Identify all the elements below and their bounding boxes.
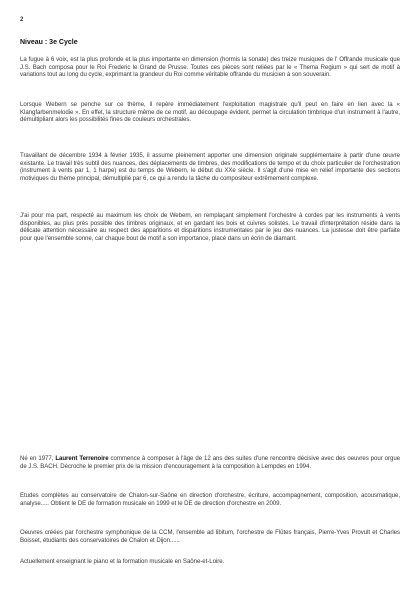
bio-intro-rest: commence à composer à l'âge de 12 ans des suites d'une rencontre décisive avec des oeuvres pour orgue de J.S. BACH. Décroche le premier prix de la mission d'encouragement à la composition à Lempdes en 1994. xyxy=(20,455,401,470)
bio-text-2 xyxy=(20,492,400,507)
bio-paragraph-works: Oeuvres créées par l'orchestre symphonique de la CCM, l'ensemble ad libitum, l'orchestre de Flûtes français, Pierre-Yves Provult et Charles Boisset, étudiants des conservatoires de Chalon et Dijon...... xyxy=(20,529,400,544)
level-heading: Niveau : 3e Cycle xyxy=(20,39,78,46)
body-text xyxy=(20,56,400,79)
paragraph-orchestration: J'ai pour ma part, respecté au maximum les choix de Webern, en remplaçant simplement l'orchestre à cordes par les instruments à vents disponibles, au plus près possible des timbres originaux, et en gardant les bois et cuivres solistes. Le travail d'interprétation réside dans la délicate attention nécessaire au respect des apparitions et disparitions instrumentales par le jeu des nuances. La justesse doit être parfaite pour que l'ensemble sonne, car chaque bout de motif a son importance, placé dans un écrin de diamant. xyxy=(20,212,400,242)
bio-paragraph-current: Actuellement enseignant le piano et la formation musicale en Saône-et-Loire. xyxy=(20,558,225,565)
body-text-2 xyxy=(20,101,400,124)
body-text-3 xyxy=(20,152,400,182)
bio-paragraph-birth xyxy=(20,455,400,470)
bio-intro: Né en 1977, xyxy=(20,455,56,462)
bio-text-3 xyxy=(20,529,400,544)
body-text-4 xyxy=(20,212,400,242)
bio-text-1 xyxy=(20,455,400,470)
bio-text-4 xyxy=(20,558,400,566)
page-number: 2 xyxy=(20,17,24,23)
paragraph-travail: Travaillant de décembre 1934 à février 1935, il assume pleinement apporter une dimension originale supplémentaire à partir d'une œuvre existante. Le travail très subtil des nuances, des déplacements de timbres, des modifications de tempo et du choix particulier de l'orchestration (instrument à vents par 1, 1 harpe) est du temps de Webern, le début du XXe siècle. Il s'agit d'une mise en relief importante des sections motiviques du thème principal, démultiplié par 6, ce qui a rendu la tâche du compositeur extrêmement complexe. xyxy=(20,152,400,182)
paragraph-webern: Lorsque Webern se penche sur ce thème, il repère immédiatement l'exploitation magistrale qu'il peut en faire en lien avec la « Klangfarbenmelodie ». En effet, la structure même de ce motif, au découpage évident, permet la circulation timbrique d'un instrument à l'autre, démultipliant alors les possibilités fines de couleurs orchestrales. xyxy=(20,101,400,124)
composer-name: Laurent Terrenoire xyxy=(55,455,109,462)
paragraph-fugue: La fugue à 6 voix, est la plus profonde et la plus importante en dimension (hormis la sonate) des treize musiques de l' Offrande musicale que J.S. Bach composa pour le Roi Frederic le Grand de Prusse. Toutes ces pièces sont reliées par le « Thema Regium » qui sert de motif à variations tout au long du cycle, exprimant la grandeur du Roi comme véritable offrande du musicien à son souverain. xyxy=(20,56,400,79)
bio-paragraph-studies: Etudes complètes au conservatoire de Chalon-sur-Saône en direction d'orchestre, écriture, accompagnement, composition, acousmatique, analyse..... Obtient le DE de formation musicale en 1999 et le DE de direction d'orchestre en 2009. xyxy=(20,492,400,507)
